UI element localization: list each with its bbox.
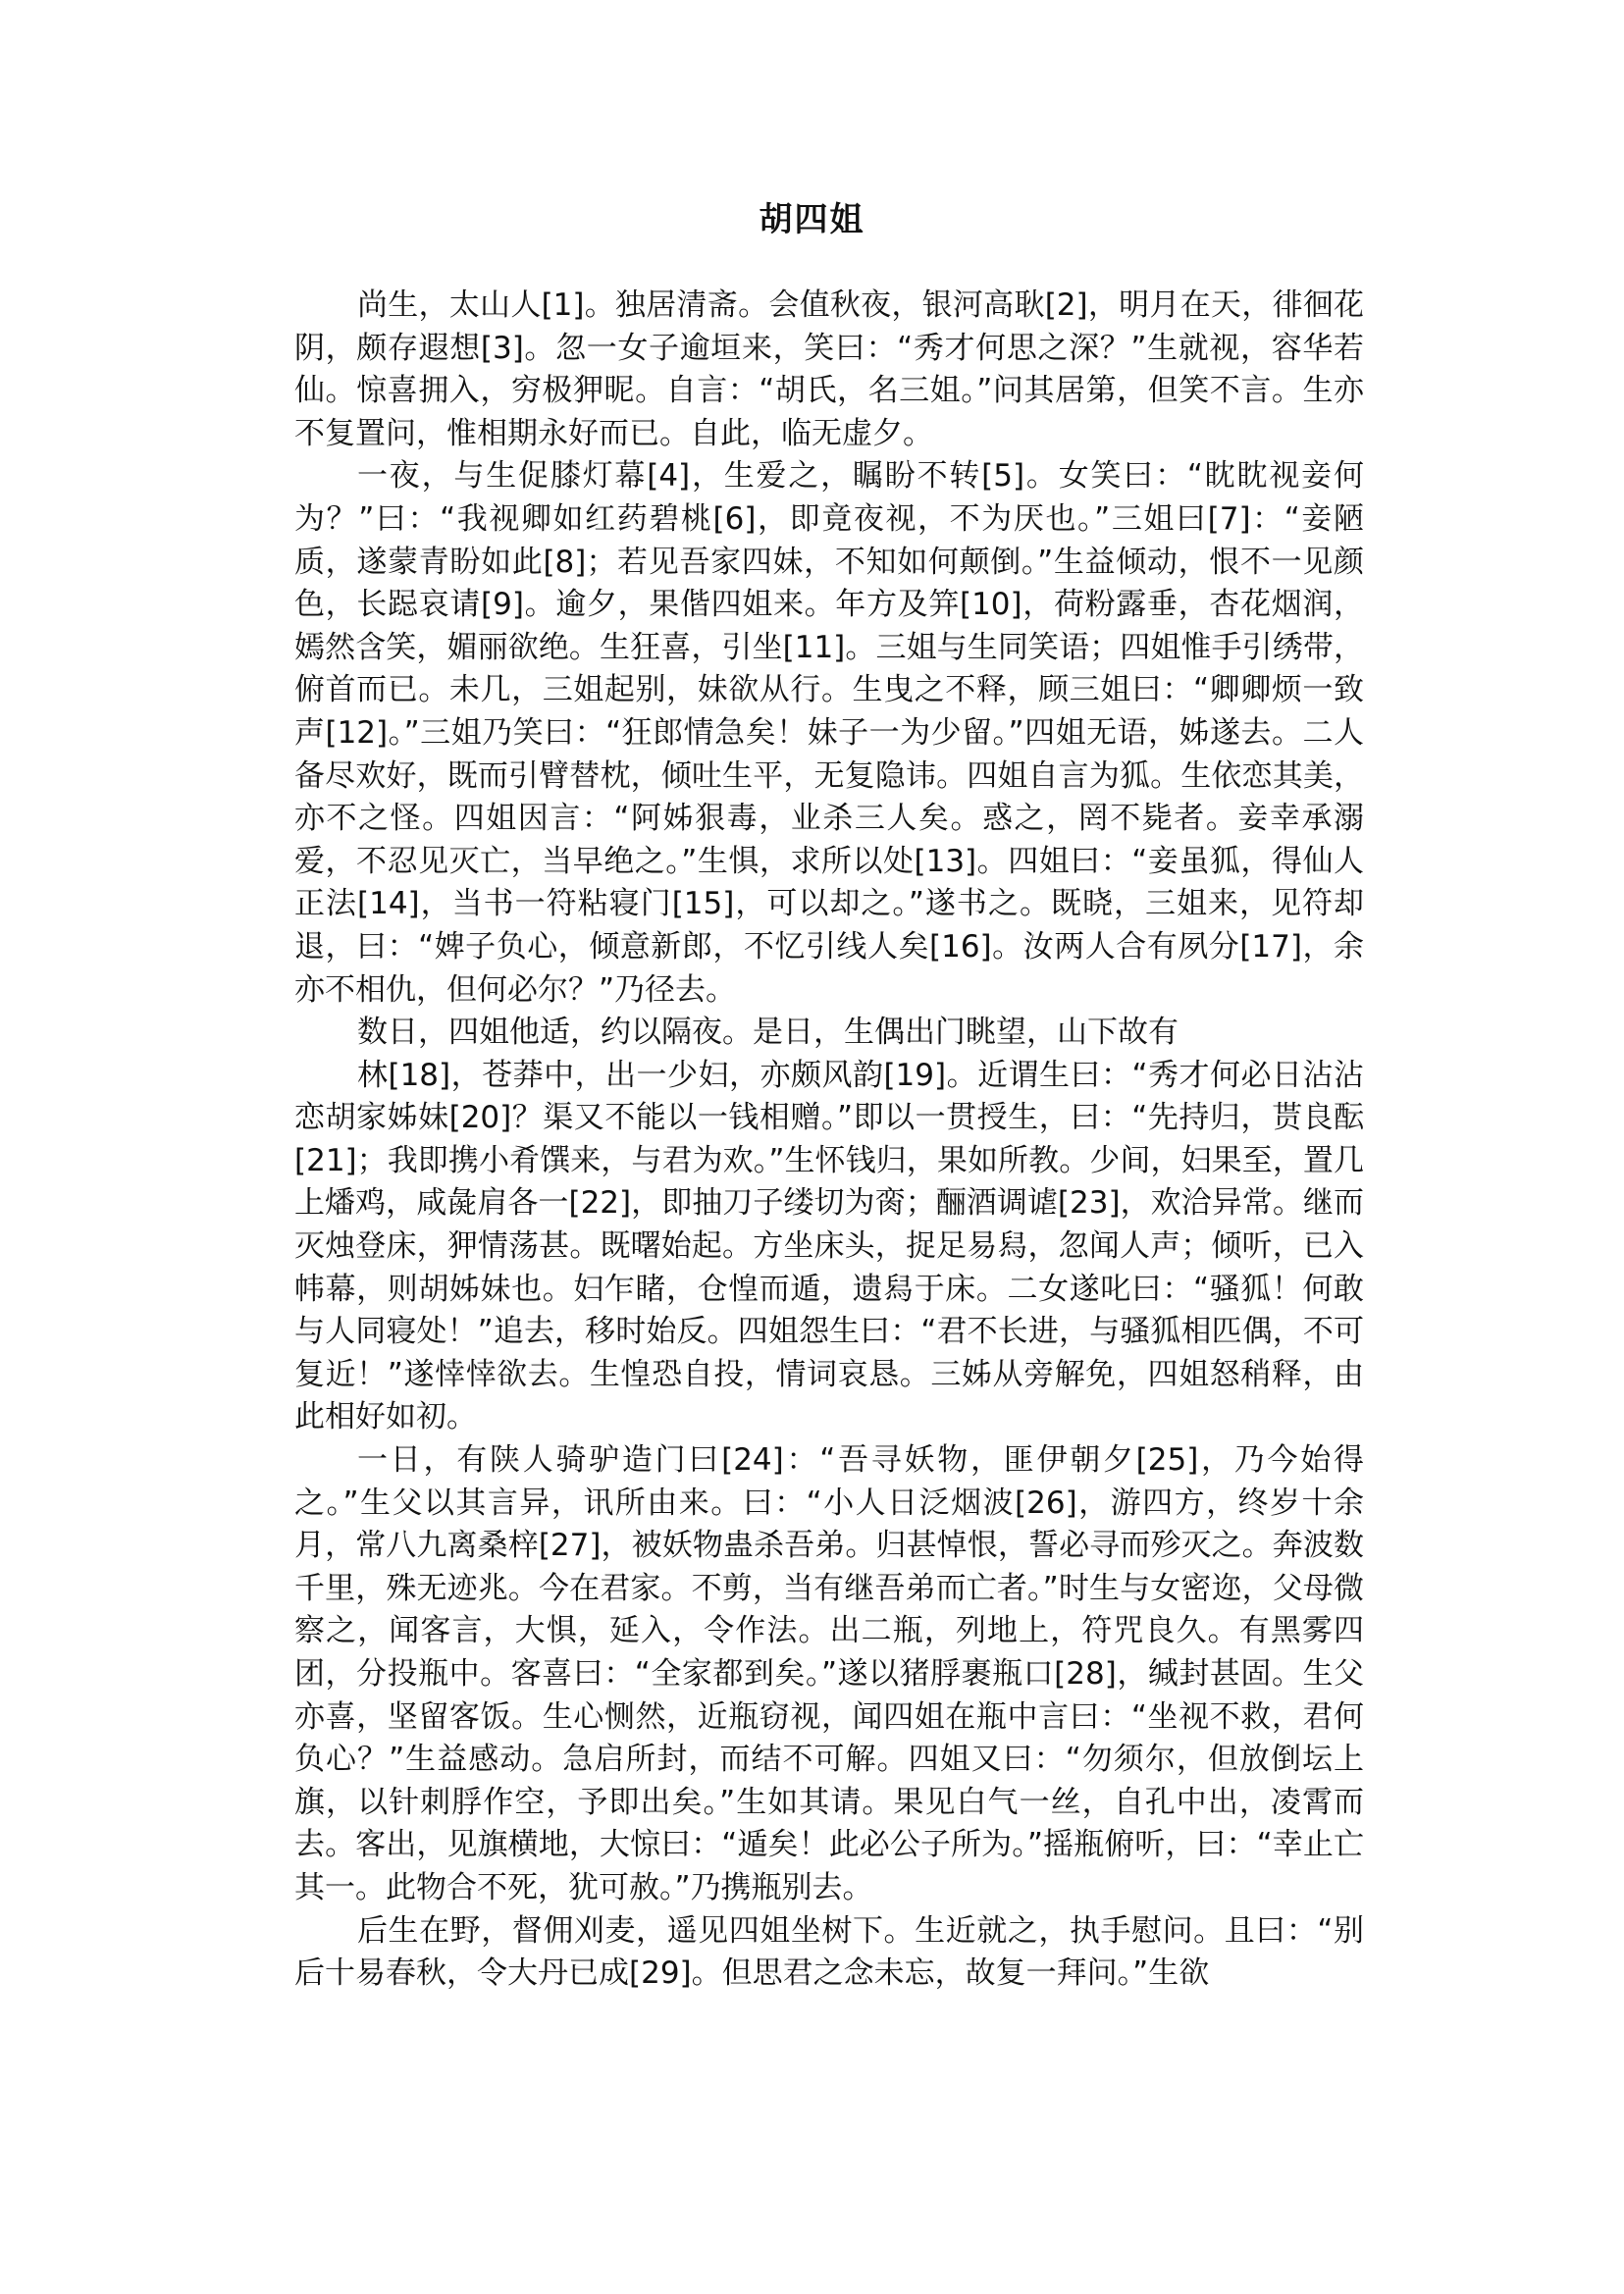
paragraph: 一日，有陕人骑驴造门曰[24]：“吾寻妖物，匪伊朝夕[25]，乃今始得之。”生父以其言异，讯所由来。曰：“小人日泛烟波[26]，游四方，终岁十余月，常八九离桑梓[27]，被妖物蛊杀吾弟。归甚悼恨，誓必寻而殄灭之。奔波数千里，殊无迹兆。今在君家。不剪，当有继吾弟而亡者。”时生与女密迩，父母微察之，闻客言，大惧，延入，令作法。出二瓶，列地上，符咒良久。有黑雾四团，分投瓶中。客喜曰：“全家都到矣。”遂以猪脬裹瓶口[28]，缄封甚固。生父亦喜，坚留客饭。生心恻然，近瓶窃视，闻四姐在瓶中言曰：“坐视不救，君何负心？”生益感动。急启所封，而结不可解。四姐又曰：“勿须尔，但放倒坛上旗，以针刺脬作空，予即出矣。”生如其请。果见白气一丝，自孔中出，凌霄而去。客出，见旗横地，大惊曰：“遁矣！此必公子所为。”摇瓶俯听，曰：“幸止亡其一。此物合不死，犹可赦。”乃携瓶别去。 bbox=[294, 1442, 1364, 1905]
document-title: 胡四姐 bbox=[759, 200, 865, 239]
paragraph: 尚生，太山人[1]。独居清斋。会值秋夜，银河高耿[2]，明月在天，徘徊花阴，颇存遐想[3]。忽一女子逾垣来，笑曰：“秀才何思之深？”生就视，容华若仙。惊喜拥入，穷极狎昵。自言：“胡氏，名三姐。”问其居第，但笑不言。生亦不复置问，惟相期永好而已。自此，临无虚夕。 bbox=[294, 287, 1364, 451]
document-body bbox=[294, 285, 1364, 1996]
paragraph: 后生在野，督佣刈麦，遥见四姐坐树下。生近就之，执手慰问。且曰：“别后十易春秋，令大丹已成[29]。但思君之念未忘，故复一拜问。”生欲 bbox=[294, 1912, 1364, 1992]
paragraph: 一夜，与生促膝灯幕[4]，生爱之，瞩盼不转[5]。女笑曰：“眈眈视妾何为？”曰：“我视卿如红药碧桃[6]，即竟夜视，不为厌也。”三姐曰[7]：“妾陋质，遂蒙青盼如此[8]；若见吾家四妹，不知如何颠倒。”生益倾动，恨不一见颜色，长跽哀请[9]。逾夕，果偕四姐来。年方及笄[10]，荷粉露垂，杏花烟润，嫣然含笑，媚丽欲绝。生狂喜，引坐[11]。三姐与生同笑语；四姐惟手引绣带，俯首而已。未几，三姐起别，妹欲从行。生曳之不释，顾三姐曰：“卿卿烦一致声[12]。”三姐乃笑曰：“狂郎情急矣！妹子一为少留。”四姐无语，姊遂去。二人备尽欢好，既而引臂替枕，倾吐生平，无复隐讳。四姐自言为狐。生依恋其美，亦不之怪。四姐因言：“阿姊狠毒，业杀三人矣。惑之，罔不毙者。妾幸承溺爱，不忍见灭亡，当早绝之。”生惧，求所以处[13]。四姐曰：“妾虽狐，得仙人正法[14]，当书一符粘寝门[15]，可以却之。”遂书之。既晓，三姐来，见符却退，曰：“婢子负心，倾意新郎，不忆引线人矣[16]。汝两人合有夙分[17]，余亦不相仇，但何必尔？”乃径去。 bbox=[294, 458, 1364, 1008]
paragraph: 数日，四姐他适，约以隔夜。是日，生偶出门眺望，山下故有 bbox=[357, 1015, 1179, 1051]
paragraph: 林[18]，苍莽中，出一少妇，亦颇风韵[19]。近谓生曰：“秀才何必日沾沾恋胡家姊妹[20]？渠又不能以一钱相赠。”即以一贯授生，曰：“先持归，贳良酝[21]；我即携小肴馔来，与君为欢。”生怀钱归，果如所教。少间，妇果至，置几上燔鸡，咸彘肩各一[22]，即抽刀子缕切为脔；酾酒调谑[23]，欢洽异常。继而灭烛登床，狎情荡甚。既曙始起。方坐床头，捉足易舄，忽闻人声；倾听，已入帏幕，则胡姊妹也。妇乍睹，仓惶而遁，遗舄于床。二女遂叱曰：“骚狐！何敢与人同寝处！”追去，移时始反。四姐怨生曰：“君不长进，与骚狐相匹偶，不可复近！”遂悻悻欲去。生惶恐自投，情词哀恳。三姊从旁解免，四姐怒稍释，由此相好如初。 bbox=[294, 1057, 1364, 1435]
